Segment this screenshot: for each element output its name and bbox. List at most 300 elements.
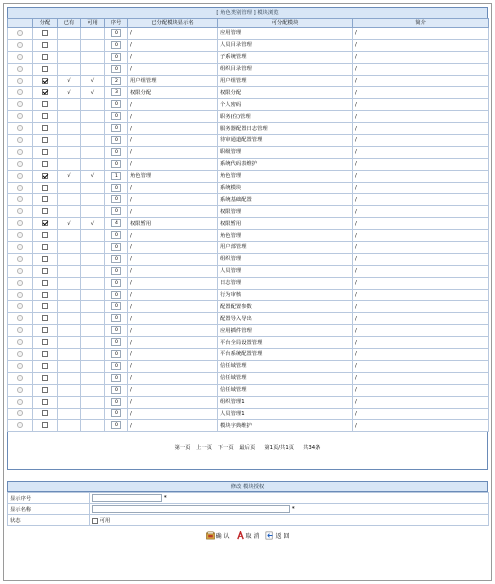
table-row[interactable] [8, 301, 489, 313]
assign-cell [33, 170, 58, 182]
assign-cell [33, 372, 58, 384]
order-input[interactable]: 0 [111, 398, 121, 406]
order-input[interactable]: 0 [111, 65, 121, 73]
usable-cell [81, 51, 105, 63]
assigned-name-cell: / [128, 265, 218, 277]
order-cell [105, 218, 128, 230]
assigned-name-cell: / [128, 39, 218, 51]
order-cell [105, 265, 128, 277]
assign-checkbox[interactable] [42, 303, 48, 309]
row-radio[interactable] [17, 422, 23, 428]
assign-checkbox[interactable] [42, 185, 48, 191]
table-row[interactable] [8, 206, 489, 218]
order-input[interactable]: 0 [111, 386, 121, 394]
row-radio[interactable] [17, 256, 23, 262]
order-input[interactable]: 0 [111, 421, 121, 429]
brief-cell: / [353, 337, 489, 349]
usable-cell [81, 313, 105, 325]
module-panel [7, 7, 488, 544]
assign-checkbox[interactable] [42, 101, 48, 107]
assign-cell [33, 182, 58, 194]
row-select-cell [8, 39, 33, 51]
brief-cell: / [353, 253, 489, 265]
row-radio[interactable] [17, 280, 23, 286]
has-cell [58, 206, 81, 218]
row-radio[interactable] [17, 78, 23, 84]
back-button[interactable] [265, 531, 289, 540]
order-input[interactable]: 0 [111, 362, 121, 370]
row-radio[interactable] [17, 149, 23, 155]
table-row[interactable] [8, 408, 489, 420]
table-row[interactable] [8, 265, 489, 277]
brief-cell: / [353, 289, 489, 301]
module-name-cell: 用户部管理 [218, 242, 353, 254]
has-cell [58, 420, 81, 432]
row-radio[interactable] [17, 351, 23, 357]
button-bar [7, 526, 488, 544]
row-select-cell [8, 301, 33, 313]
assign-checkbox[interactable] [42, 149, 48, 155]
back-label: 返 回 [275, 532, 290, 540]
module-name-cell: 角色管理 [218, 170, 353, 182]
status-cell [90, 515, 489, 526]
assigned-name-cell: / [128, 51, 218, 63]
order-input[interactable]: 0 [111, 100, 121, 108]
assign-checkbox[interactable] [42, 268, 48, 274]
confirm-label: 确 认 [215, 532, 230, 540]
has-cell [58, 349, 81, 361]
assign-cell [33, 218, 58, 230]
row-radio[interactable] [17, 303, 23, 309]
row-select-cell [8, 313, 33, 325]
order-input[interactable]: 0 [111, 291, 121, 299]
assigned-name-cell: 角色管理 [128, 170, 218, 182]
table-row[interactable] [8, 349, 489, 361]
table-row[interactable] [8, 123, 489, 135]
brief-cell: / [353, 265, 489, 277]
order-cell [105, 242, 128, 254]
order-input[interactable]: 2 [111, 77, 121, 85]
module-name-cell: 应用插件管理 [218, 325, 353, 337]
order-cell [105, 325, 128, 337]
row-radio[interactable] [17, 375, 23, 381]
row-select-cell [8, 75, 33, 87]
assigned-name-cell: / [128, 63, 218, 75]
usable-cell: √ [81, 218, 105, 230]
assign-checkbox[interactable] [42, 351, 48, 357]
table-row[interactable] [8, 218, 489, 230]
table-row[interactable] [8, 87, 489, 99]
assign-checkbox[interactable] [42, 387, 48, 393]
has-cell [58, 182, 81, 194]
table-row[interactable] [8, 111, 489, 123]
row-select-cell [8, 194, 33, 206]
usable-cell [81, 28, 105, 40]
assign-checkbox[interactable] [42, 78, 48, 84]
pager-last-link[interactable]: 最后页 [239, 445, 256, 452]
row-radio[interactable] [17, 113, 23, 119]
brief-cell: / [353, 313, 489, 325]
order-input[interactable]: 0 [111, 195, 121, 203]
assign-cell [33, 242, 58, 254]
assign-cell [33, 420, 58, 432]
brief-cell: / [353, 123, 489, 135]
assign-checkbox[interactable] [42, 89, 48, 95]
order-input[interactable]: 4 [111, 219, 121, 227]
table-row[interactable] [8, 146, 489, 158]
table-row[interactable] [8, 360, 489, 372]
row-radio[interactable] [17, 208, 23, 214]
order-cell [105, 158, 128, 170]
assigned-name-cell: 权限分配 [128, 87, 218, 99]
assigned-name-cell: / [128, 135, 218, 147]
assign-checkbox[interactable] [42, 292, 48, 298]
order-cell [105, 99, 128, 111]
assign-cell [33, 28, 58, 40]
table-row[interactable] [8, 230, 489, 242]
order-cell [105, 170, 128, 182]
cancel-button[interactable] [236, 531, 260, 540]
row-radio[interactable] [17, 125, 23, 131]
module-name-cell: 子系统管理 [218, 51, 353, 63]
assign-checkbox[interactable] [42, 113, 48, 119]
pager-next-link[interactable]: 下一页 [217, 445, 234, 452]
has-cell: √ [58, 218, 81, 230]
assign-checkbox[interactable] [42, 232, 48, 238]
row-radio[interactable] [17, 220, 23, 226]
assign-cell [33, 325, 58, 337]
assign-checkbox[interactable] [42, 327, 48, 333]
order-input[interactable]: 0 [111, 148, 121, 156]
assign-checkbox[interactable] [42, 220, 48, 226]
row-select-cell [8, 51, 33, 63]
assign-checkbox[interactable] [42, 375, 48, 381]
row-radio[interactable] [17, 101, 23, 107]
assigned-name-cell: / [128, 325, 218, 337]
assign-checkbox[interactable] [42, 66, 48, 72]
assign-checkbox[interactable] [42, 173, 48, 179]
row-radio[interactable] [17, 363, 23, 369]
assign-checkbox[interactable] [42, 363, 48, 369]
usable-cell [81, 123, 105, 135]
brief-cell: / [353, 408, 489, 420]
table-row[interactable] [8, 99, 489, 111]
order-cell [105, 135, 128, 147]
order-input[interactable]: 0 [111, 160, 121, 168]
table-row[interactable] [8, 337, 489, 349]
has-cell [58, 51, 81, 63]
order-input[interactable]: 0 [111, 267, 121, 275]
order-input[interactable]: 0 [111, 374, 121, 382]
table-row[interactable] [8, 313, 489, 325]
table-row[interactable] [8, 51, 489, 63]
assigned-name-cell: / [128, 408, 218, 420]
module-name-cell: 角色管理 [218, 230, 353, 242]
row-select-cell [8, 384, 33, 396]
brief-cell: / [353, 87, 489, 99]
assign-cell [33, 158, 58, 170]
table-row[interactable] [8, 28, 489, 40]
has-cell [58, 111, 81, 123]
row-radio[interactable] [17, 268, 23, 274]
table-row[interactable] [8, 325, 489, 337]
assign-checkbox[interactable] [42, 280, 48, 286]
table-row[interactable] [8, 372, 489, 384]
row-select-cell [8, 99, 33, 111]
assign-checkbox[interactable] [42, 339, 48, 345]
order-cell [105, 194, 128, 206]
has-cell [58, 63, 81, 75]
order-cell [90, 493, 489, 504]
pager-first-link[interactable]: 第一页 [174, 445, 191, 452]
usable-cell [81, 325, 105, 337]
order-cell [105, 87, 128, 99]
table-row[interactable] [8, 39, 489, 51]
order-input[interactable]: 3 [111, 88, 121, 96]
usable-checkbox[interactable] [92, 518, 98, 524]
order-input[interactable]: 0 [111, 41, 121, 49]
table-row[interactable] [8, 63, 489, 75]
order-cell [105, 408, 128, 420]
assign-cell [33, 408, 58, 420]
order-cell [105, 28, 128, 40]
has-cell [58, 372, 81, 384]
has-cell [58, 242, 81, 254]
assigned-name-cell: / [128, 230, 218, 242]
has-cell [58, 384, 81, 396]
table-row[interactable] [8, 277, 489, 289]
row-radio[interactable] [17, 173, 23, 179]
order-input[interactable]: 0 [111, 29, 121, 37]
table-row[interactable] [8, 289, 489, 301]
panel-title: [ 角色类别管理 ] 模块浏览 [7, 7, 488, 18]
assign-cell [33, 39, 58, 51]
assign-cell [33, 337, 58, 349]
table-row[interactable] [8, 75, 489, 87]
row-radio[interactable] [17, 232, 23, 238]
module-name-cell: 系统模块 [218, 182, 353, 194]
assign-checkbox[interactable] [42, 30, 48, 36]
brief-cell: / [353, 158, 489, 170]
brief-cell: / [353, 51, 489, 63]
row-radio[interactable] [17, 399, 23, 405]
assigned-name-cell: / [128, 372, 218, 384]
brief-cell: / [353, 396, 489, 408]
usable-cell [81, 349, 105, 361]
assign-cell [33, 135, 58, 147]
order-input[interactable]: 0 [111, 350, 121, 358]
brief-cell: / [353, 325, 489, 337]
module-name-cell: 职级管理 [218, 146, 353, 158]
order-cell [105, 63, 128, 75]
assign-checkbox[interactable] [42, 125, 48, 131]
order-input[interactable]: 0 [111, 279, 121, 287]
row-radio[interactable] [17, 292, 23, 298]
brief-cell: / [353, 349, 489, 361]
assign-checkbox[interactable] [42, 256, 48, 262]
order-cell [105, 337, 128, 349]
order-input[interactable]: 0 [111, 112, 121, 120]
edit-title: 修改 模块授权 [7, 481, 488, 492]
assigned-name-cell: / [128, 99, 218, 111]
assign-cell [33, 123, 58, 135]
table-row[interactable] [8, 242, 489, 254]
order-input[interactable]: 0 [111, 124, 121, 132]
assign-checkbox[interactable] [42, 208, 48, 214]
col-assignable: 可分配模块 [218, 19, 353, 28]
assign-cell [33, 349, 58, 361]
order-input[interactable]: 0 [111, 302, 121, 310]
usable-cell [81, 337, 105, 349]
col-order: 序号 [105, 19, 128, 28]
module-name-cell: 组织管理 [218, 253, 353, 265]
has-cell [58, 396, 81, 408]
brief-cell: / [353, 194, 489, 206]
table-row[interactable] [8, 384, 489, 396]
assigned-name-cell: / [128, 146, 218, 158]
has-cell [58, 123, 81, 135]
order-input[interactable]: 0 [111, 255, 121, 263]
has-cell [58, 313, 81, 325]
assigned-name-cell: / [128, 289, 218, 301]
assigned-name-cell: / [128, 123, 218, 135]
table-header-row [8, 19, 489, 28]
assign-checkbox[interactable] [42, 244, 48, 250]
usable-cell [81, 301, 105, 313]
brief-cell: / [353, 230, 489, 242]
assigned-name-cell: / [128, 301, 218, 313]
brief-cell: / [353, 135, 489, 147]
order-input[interactable]: 0 [111, 409, 121, 417]
table-row[interactable] [8, 158, 489, 170]
order-input[interactable]: 0 [111, 326, 121, 334]
table-row[interactable] [8, 182, 489, 194]
assign-checkbox[interactable] [42, 54, 48, 60]
assign-checkbox[interactable] [42, 410, 48, 416]
has-cell [58, 337, 81, 349]
order-input[interactable]: 0 [111, 207, 121, 215]
order-input[interactable]: 1 [111, 172, 121, 180]
back-icon [265, 531, 274, 540]
assigned-name-cell: / [128, 158, 218, 170]
module-name-cell: 人员管理1 [218, 408, 353, 420]
module-name-cell: 信任域管理 [218, 384, 353, 396]
order-cell [105, 349, 128, 361]
pager-prev-link[interactable]: 上一页 [196, 445, 213, 452]
row-select-cell [8, 420, 33, 432]
assigned-name-cell: / [128, 194, 218, 206]
table-row[interactable] [8, 194, 489, 206]
module-name-cell: 服务器配置日志管理 [218, 123, 353, 135]
order-input[interactable]: 0 [111, 53, 121, 61]
row-select-cell [8, 111, 33, 123]
row-radio[interactable] [17, 30, 23, 36]
assign-checkbox[interactable] [42, 422, 48, 428]
order-cell [105, 289, 128, 301]
assign-checkbox[interactable] [42, 399, 48, 405]
row-radio[interactable] [17, 315, 23, 321]
row-radio[interactable] [17, 410, 23, 416]
row-radio[interactable] [17, 54, 23, 60]
order-input[interactable] [92, 494, 162, 502]
col-has: 已有 [58, 19, 81, 28]
table-row[interactable] [8, 396, 489, 408]
row-select-cell [8, 123, 33, 135]
usable-cell [81, 408, 105, 420]
order-cell [105, 206, 128, 218]
has-cell [58, 253, 81, 265]
row-select-cell [8, 63, 33, 75]
order-input[interactable]: 0 [111, 243, 121, 251]
assign-checkbox[interactable] [42, 196, 48, 202]
order-input[interactable]: 0 [111, 184, 121, 192]
col-brief: 简介 [353, 19, 489, 28]
table-row[interactable] [8, 253, 489, 265]
row-radio[interactable] [17, 89, 23, 95]
module-name-cell: 行为审核 [218, 289, 353, 301]
row-radio[interactable] [17, 244, 23, 250]
row-select-cell [8, 158, 33, 170]
order-input[interactable]: 0 [111, 314, 121, 322]
name-input[interactable] [92, 505, 290, 513]
order-cell [105, 301, 128, 313]
usable-cell [81, 99, 105, 111]
assign-checkbox[interactable] [42, 161, 48, 167]
assign-checkbox[interactable] [42, 315, 48, 321]
row-radio[interactable] [17, 185, 23, 191]
row-radio[interactable] [17, 137, 23, 143]
status-label: 状态 [8, 515, 90, 526]
usable-cell [81, 63, 105, 75]
usable-cell: √ [81, 170, 105, 182]
module-name-cell: 组织管理1 [218, 396, 353, 408]
confirm-button[interactable] [206, 531, 230, 540]
usable-cell [81, 230, 105, 242]
assign-checkbox[interactable] [42, 137, 48, 143]
brief-cell: / [353, 218, 489, 230]
module-name-cell: 系统基础配置 [218, 194, 353, 206]
order-cell [105, 313, 128, 325]
usable-cell [81, 135, 105, 147]
table-row[interactable] [8, 170, 489, 182]
row-radio[interactable] [17, 387, 23, 393]
row-radio[interactable] [17, 42, 23, 48]
row-radio[interactable] [17, 196, 23, 202]
order-input[interactable]: 0 [111, 231, 121, 239]
row-radio[interactable] [17, 327, 23, 333]
brief-cell: / [353, 111, 489, 123]
pager-page-info: 第1页/共1页 [264, 445, 295, 452]
table-row[interactable] [8, 420, 489, 432]
row-radio[interactable] [17, 161, 23, 167]
row-select-cell [8, 277, 33, 289]
module-name-cell: 职务(位)管理 [218, 111, 353, 123]
order-cell [105, 277, 128, 289]
name-cell [90, 504, 489, 515]
usable-cell [81, 420, 105, 432]
order-input[interactable]: 0 [111, 136, 121, 144]
table-row[interactable] [8, 135, 489, 147]
row-radio[interactable] [17, 339, 23, 345]
assigned-name-cell: / [128, 182, 218, 194]
row-radio[interactable] [17, 66, 23, 72]
order-input[interactable]: 0 [111, 338, 121, 346]
order-cell [105, 39, 128, 51]
row-select-cell [8, 289, 33, 301]
assign-checkbox[interactable] [42, 42, 48, 48]
row-select-cell [8, 206, 33, 218]
order-cell [105, 111, 128, 123]
